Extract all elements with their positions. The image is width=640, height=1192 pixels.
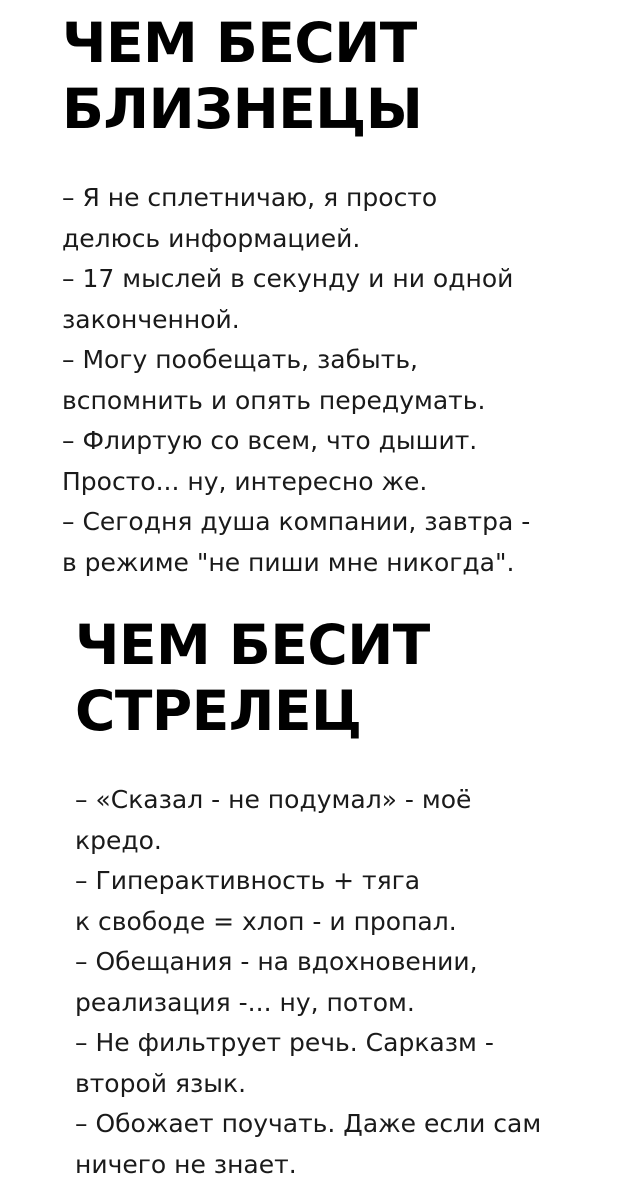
text-line: – Обожает поучать. Даже если сам [75, 1109, 542, 1138]
title-line: ЧЕМ БЕСИТ [75, 613, 430, 677]
text-line: – «Сказал - не подумал» - моё [75, 785, 472, 814]
text-line: – Могу пообещать, забыть, [62, 345, 418, 374]
sagittarius-title [0, 612, 640, 744]
text-line: – Сегодня душа компании, завтра - [62, 507, 531, 536]
text-line: реализация -... ну, потом. [75, 987, 415, 1017]
text-line: законченной. [62, 304, 240, 334]
gemini-title [0, 10, 640, 142]
title-line: СТРЕЛЕЦ [75, 679, 362, 743]
text-line: – 17 мыслей в секунду и ни одной [62, 264, 514, 293]
text-line: – Гиперактивность + тяга [75, 866, 421, 895]
text-line: ничего не знает. [75, 1149, 297, 1179]
text-line: – Не фильтрует речь. Сарказм - [75, 1028, 494, 1057]
text-line: – Я не сплетничаю, я просто [62, 183, 438, 212]
title-line: ЧЕМ БЕСИТ [62, 11, 417, 75]
sagittarius-section [0, 612, 640, 1185]
title-line: БЛИЗНЕЦЫ [62, 77, 423, 141]
text-line: в режиме "не пиши мне никогда". [62, 547, 515, 577]
gemini-section [0, 10, 640, 583]
text-line: к свободе = хлоп - и пропал. [75, 906, 457, 936]
text-line: второй язык. [75, 1068, 247, 1098]
text-line: делюсь информацией. [62, 223, 361, 253]
text-line: – Флиртую со всем, что дышит. [62, 426, 478, 455]
text-line: Просто... ну, интересно же. [62, 466, 428, 496]
text-line: вспомнить и опять передумать. [62, 385, 486, 415]
text-line: – Обещания - на вдохновении, [75, 947, 478, 976]
gemini-text [0, 178, 640, 583]
sagittarius-text [0, 780, 640, 1185]
text-line: кредо. [75, 825, 162, 855]
